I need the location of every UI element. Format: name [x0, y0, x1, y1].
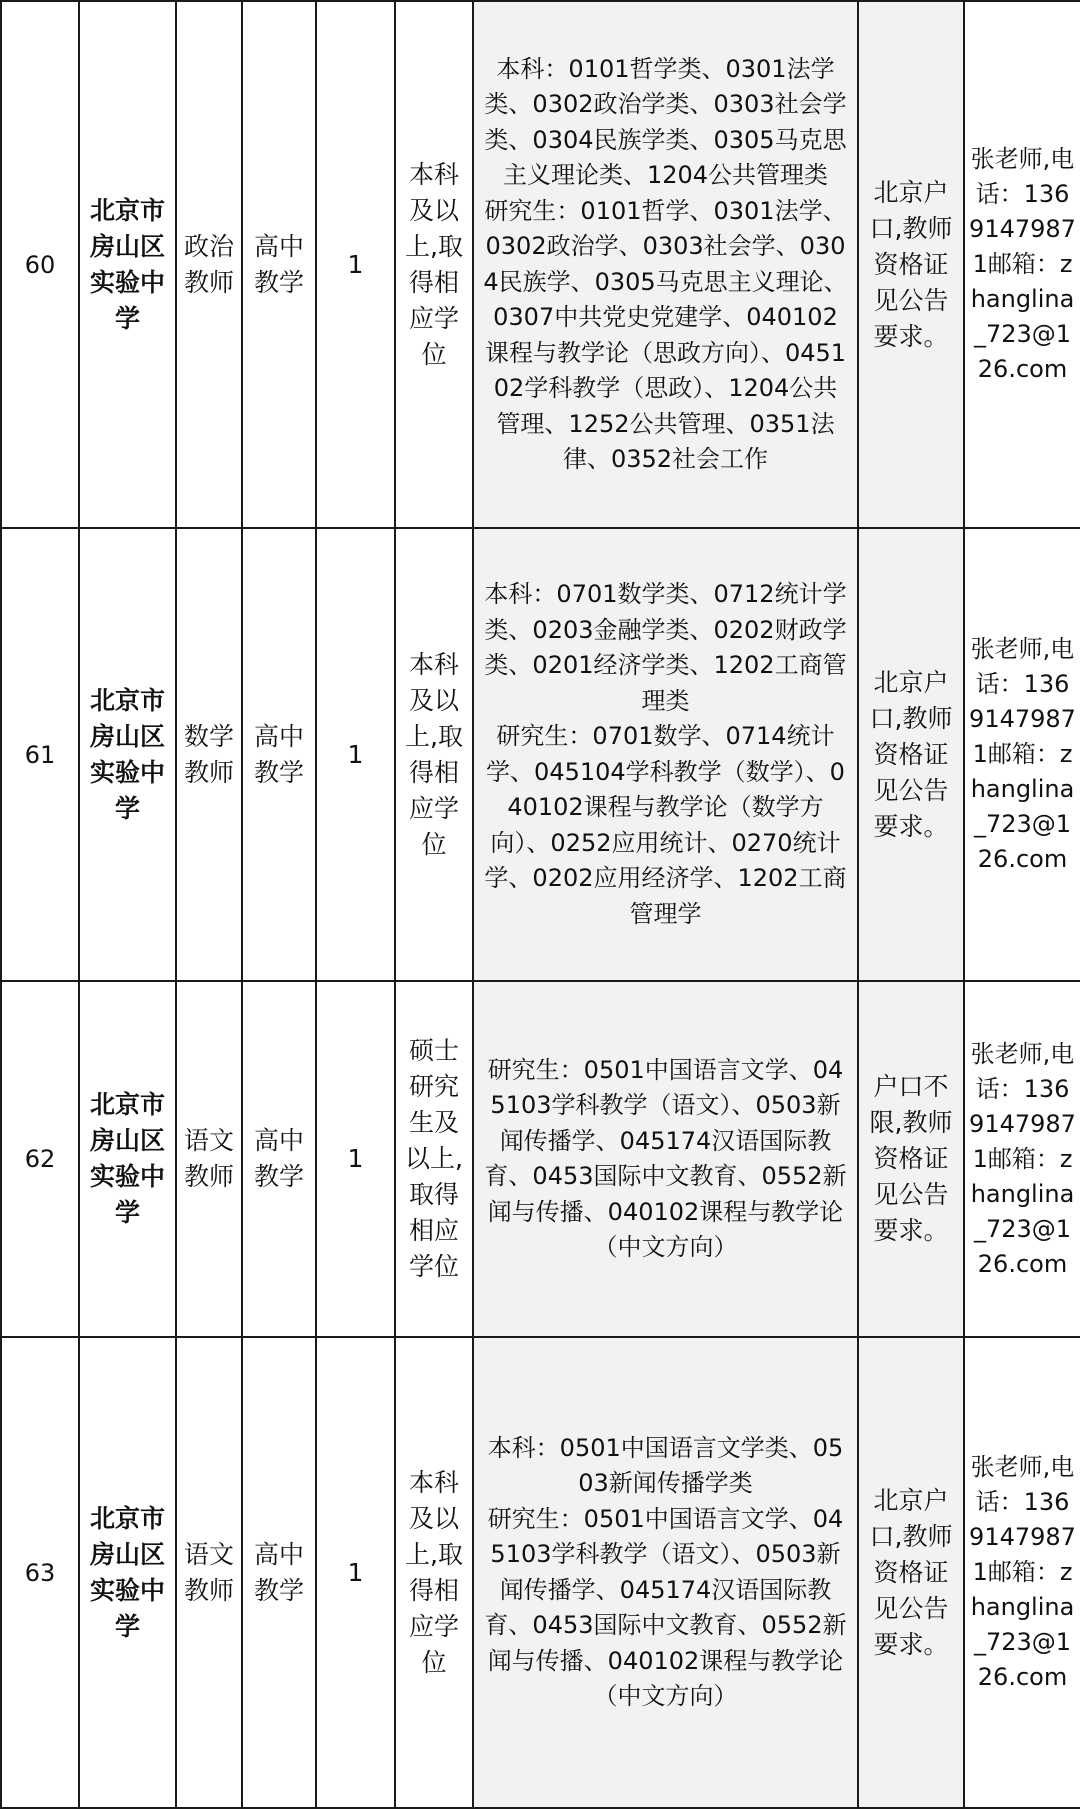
table-row [1, 1337, 1080, 1808]
graduate-majors: 研究生：0501中国语言文学、045103学科教学（语文）、0503新闻传播学、045174汉语国际教育、0453国际中文教育、0552新闻与传播、040102课程与教学论（中文方向） [484, 1055, 847, 1261]
row-number: 60 [1, 1, 79, 528]
employer-name: 北京市房山区实验中学 [79, 1337, 176, 1808]
table-row [1, 1, 1080, 528]
row-number: 61 [1, 528, 79, 981]
undergrad-majors: 本科：0501中国语言文学类、0503新闻传播学类 [487, 1433, 844, 1497]
household-requirement: 户口不限,教师资格证见公告要求。 [858, 981, 964, 1337]
position-category: 高中教学 [242, 981, 316, 1337]
contact-info: 张老师,电话：13691479871邮箱：zhanglina_723@126.com [964, 1, 1080, 528]
major-requirement [473, 528, 858, 981]
education-requirement: 本科及以上,取得相应学位 [395, 1, 473, 528]
hiring-count: 1 [316, 528, 395, 981]
major-requirement [473, 1, 858, 528]
household-requirement: 北京户口,教师资格证见公告要求。 [858, 528, 964, 981]
employer-name: 北京市房山区实验中学 [79, 1, 176, 528]
graduate-majors: 研究生：0501中国语言文学、045103学科教学（语文）、0503新闻传播学、045174汉语国际教育、0453国际中文教育、0552新闻与传播、040102课程与教学论（中文方向） [484, 1504, 847, 1710]
education-requirement: 硕士研究生及以上,取得相应学位 [395, 981, 473, 1337]
employer-name: 北京市房山区实验中学 [79, 528, 176, 981]
contact-info: 张老师,电话：13691479871邮箱：zhanglina_723@126.com [964, 528, 1080, 981]
household-requirement: 北京户口,教师资格证见公告要求。 [858, 1, 964, 528]
major-requirement [473, 1337, 858, 1808]
position-name: 语文教师 [176, 981, 242, 1337]
hiring-count: 1 [316, 1337, 395, 1808]
row-number: 63 [1, 1337, 79, 1808]
hiring-count: 1 [316, 981, 395, 1337]
position-category: 高中教学 [242, 1, 316, 528]
position-category: 高中教学 [242, 1337, 316, 1808]
row-number: 62 [1, 981, 79, 1337]
education-requirement: 本科及以上,取得相应学位 [395, 528, 473, 981]
graduate-majors: 研究生：0101哲学、0301法学、0302政治学、0303社会学、0304民族学、0305马克思主义理论、0307中共党史党建学、040102课程与教学论（思政方向）、045102学科教学（思政）、1204公共管理、1252公共管理、0351法律、0352社会工作 [483, 196, 848, 473]
table-row [1, 528, 1080, 981]
household-requirement: 北京户口,教师资格证见公告要求。 [858, 1337, 964, 1808]
contact-info: 张老师,电话：13691479871邮箱：zhanglina_723@126.com [964, 1337, 1080, 1808]
education-requirement: 本科及以上,取得相应学位 [395, 1337, 473, 1808]
position-name: 语文教师 [176, 1337, 242, 1808]
position-name: 数学教师 [176, 528, 242, 981]
position-category: 高中教学 [242, 528, 316, 981]
graduate-majors: 研究生：0701数学、0714统计学、045104学科教学（数学）、040102课程与教学论（数学方向）、0252应用统计、0270统计学、0202应用经济学、1202工商管理学 [484, 722, 847, 928]
position-name: 政治教师 [176, 1, 242, 528]
hiring-count: 1 [316, 1, 395, 528]
contact-info: 张老师,电话：13691479871邮箱：zhanglina_723@126.com [964, 981, 1080, 1337]
undergrad-majors: 本科：0701数学类、0712统计学类、0203金融学类、0202财政学类、0201经济学类、1202工商管理类 [484, 580, 847, 715]
major-requirement [473, 981, 858, 1337]
undergrad-majors: 本科：0101哲学类、0301法学类、0302政治学类、0303社会学类、0304民族学类、0305马克思主义理论类、1204公共管理类 [484, 54, 847, 189]
table-row [1, 981, 1080, 1337]
employer-name: 北京市房山区实验中学 [79, 981, 176, 1337]
